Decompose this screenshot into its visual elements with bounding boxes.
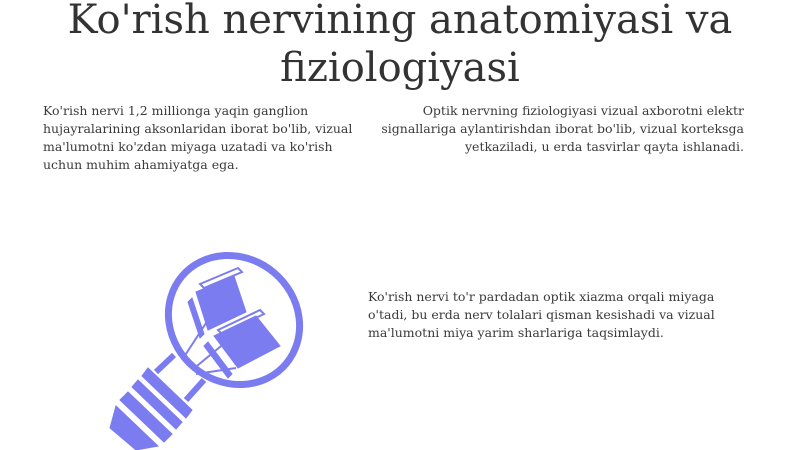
- lightbulb-book-icon: [96, 250, 326, 450]
- paragraph-middle: Ko'rish nervi to'r pardadan optik xiazma orqali miyaga o'tadi, bu erda nerv tolalari qisman kesishadi va vizual ma'lumotni miya yarim sharlariga taqsimlaydi.: [368, 289, 715, 340]
- paragraph-right: Optik nervning fiziologiyasi vizual axborotni elektr signallariga aylantirishdan iborat bo'lib, vizual korteksga yetkaziladi, u erda tasvirlar qayta ishlanadi.: [381, 103, 744, 154]
- slide-title: Ko'rish nervining anatomiyasi va fiziologiyasi: [67, 0, 733, 91]
- paragraph-left: Ko'rish nervi 1,2 millionga yaqin ganglion hujayralarining aksonlaridan iborat bo'lib, vizual ma'lumotni ko'zdan miyaga uzatadi va ko'rish uchun muhim ahamiyatga ega.: [43, 103, 353, 172]
